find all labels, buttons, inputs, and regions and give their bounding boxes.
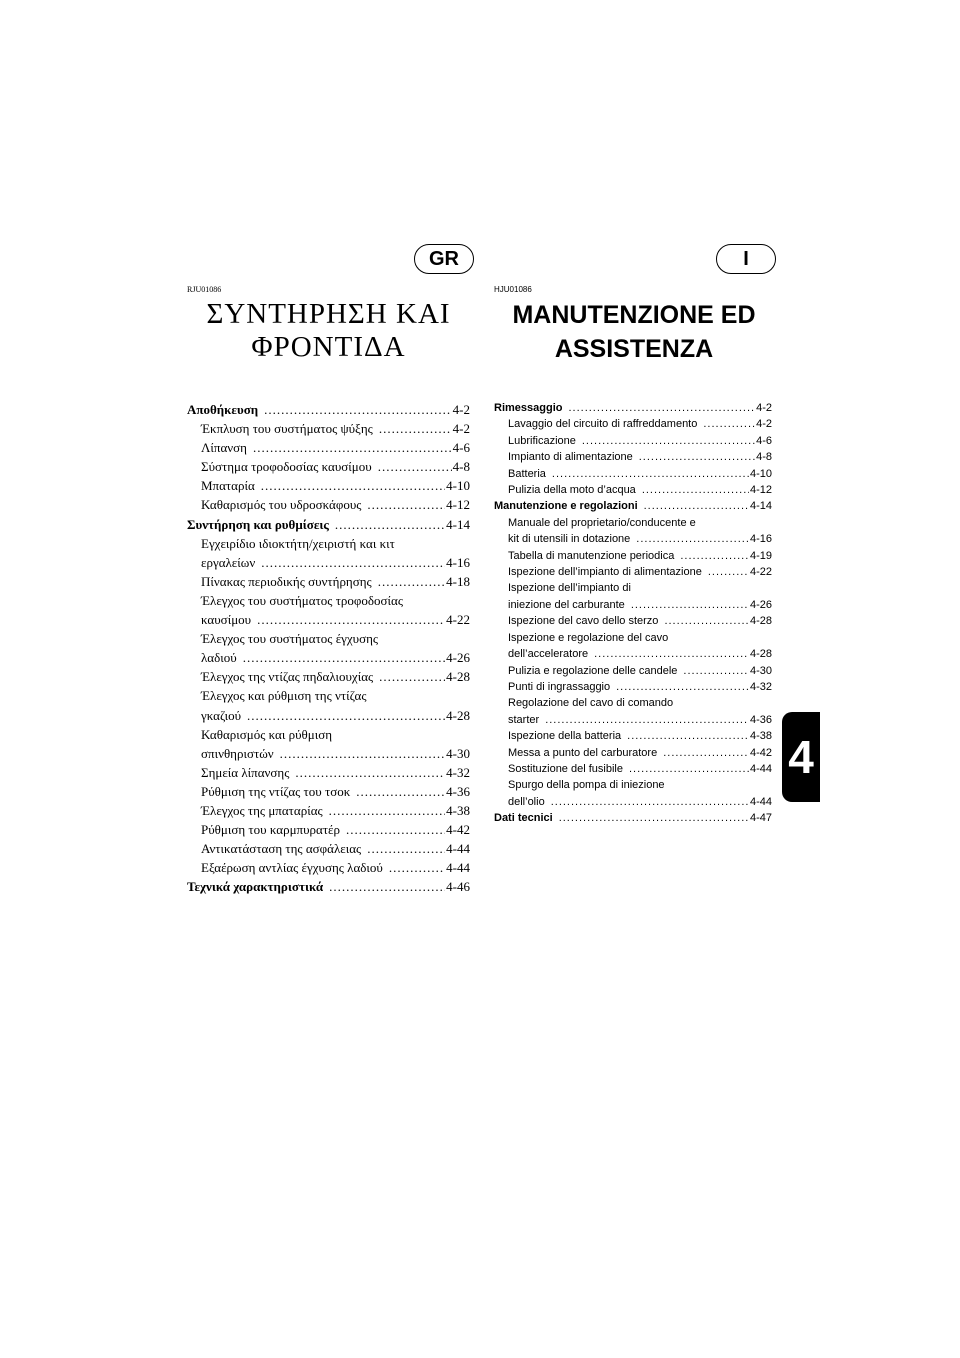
toc-dot-leader <box>642 482 749 498</box>
toc-entry-page: 4-10 <box>446 478 470 494</box>
toc-dot-leader <box>629 761 749 777</box>
toc-entry-label: Καθαρισμός του υδροσκάφους <box>201 497 362 513</box>
toc-entry[interactable] <box>494 433 772 449</box>
toc-entry-label: Εγχειρίδιο ιδιοκτήτη/χειριστή και κιτ <box>201 535 395 551</box>
toc-entry-label: Impianto di alimentazione <box>508 451 633 464</box>
toc-entry-label: Αντικατάσταση της ασφάλειας <box>201 841 362 857</box>
toc-entry-page: 4-32 <box>749 680 772 693</box>
toc-entry-label: Ispezione della batteria <box>508 730 622 743</box>
toc-entry-label: Έλεγχος της ντίζας πηδαλιουχίας <box>201 669 374 685</box>
toc-dot-leader <box>631 597 749 613</box>
toc-entry[interactable] <box>187 438 470 457</box>
toc-dot-leader <box>367 495 445 514</box>
toc-entry-label: Έλεγχος και ρύθμιση της ντίζας <box>201 688 367 704</box>
toc-entry[interactable] <box>494 810 772 826</box>
toc-entry-label: dell’olio <box>508 795 545 808</box>
toc-dot-leader <box>261 553 445 572</box>
toc-dot-leader <box>367 839 445 858</box>
toc-entry-label: Έλεγχος του συστήματος τροφοδοσίας <box>201 592 404 608</box>
toc-entry[interactable] <box>494 416 772 432</box>
toc-entry-page: 4-38 <box>446 802 470 818</box>
toc-entry-page: 4-44 <box>749 795 772 808</box>
toc-entry[interactable] <box>187 419 470 438</box>
toc-entry[interactable] <box>187 553 470 572</box>
chapter-title-gr-line1: ΣΥΝΤΗΡΗΣΗ ΚΑΙ <box>206 298 451 330</box>
toc-entry[interactable] <box>494 580 772 596</box>
toc-entry-page: 4-32 <box>446 764 470 780</box>
toc-entry-page: 4-47 <box>749 812 772 825</box>
toc-entry-page: 4-14 <box>446 516 470 532</box>
toc-dot-leader <box>335 515 445 534</box>
toc-dot-leader <box>568 400 755 416</box>
toc-entry[interactable] <box>187 725 470 744</box>
toc-entry-page: 4-26 <box>749 598 772 611</box>
toc-entry-label: iniezione del carburante <box>508 598 625 611</box>
toc-entry[interactable] <box>187 858 470 877</box>
toc-entry[interactable] <box>494 695 772 711</box>
toc-entry-page: 4-2 <box>756 402 772 414</box>
toc-entry[interactable] <box>187 515 470 534</box>
toc-entry[interactable] <box>187 629 470 648</box>
toc-entry[interactable] <box>187 706 470 725</box>
toc-entry-label: Manuale del proprietario/conducente e <box>508 516 696 529</box>
toc-dot-leader <box>257 610 445 629</box>
toc-entry-label: Έλεγχος του συστήματος έγχυσης <box>201 631 379 647</box>
toc-entry[interactable] <box>494 663 772 679</box>
toc-dot-leader <box>639 449 755 465</box>
toc-entry[interactable] <box>494 548 772 564</box>
toc-entry-page: 4-28 <box>749 648 772 661</box>
toc-entry-label: Πίνακας περιοδικής συντήρησης <box>201 573 372 589</box>
toc-entry-label: Spurgo della pompa di iniezione <box>508 779 665 792</box>
toc-entry-page: 4-2 <box>452 421 470 437</box>
toc-entry-label: Έκπλυση του συστήματος ψύξης <box>201 421 373 437</box>
toc-entry-page: 4-2 <box>756 418 772 431</box>
toc-entry-page: 4-8 <box>452 459 470 475</box>
toc-entry-page: 4-42 <box>749 746 772 759</box>
toc-entry[interactable] <box>187 782 470 801</box>
toc-entry-page: 4-8 <box>756 451 772 464</box>
toc-entry-page: 4-10 <box>749 467 772 480</box>
toc-dot-leader <box>280 744 446 763</box>
toc-dot-leader <box>264 400 452 419</box>
toc-entry[interactable] <box>494 712 772 728</box>
toc-entry-page: 4-12 <box>446 497 470 513</box>
toc-entry[interactable] <box>494 498 772 514</box>
toc-entry-page: 4-30 <box>446 745 470 761</box>
toc-dot-leader <box>329 801 446 820</box>
toc-entry-page: 4-22 <box>446 612 470 628</box>
toc-entry-label: Ispezione del cavo dello sterzo <box>508 615 659 628</box>
table-of-contents-it <box>494 400 772 827</box>
toc-dot-leader <box>379 419 452 438</box>
toc-entry[interactable] <box>187 476 470 495</box>
toc-entry-page: 4-22 <box>749 566 772 579</box>
toc-entry-page: 4-26 <box>446 650 470 666</box>
chapter-title-it <box>494 298 774 366</box>
toc-entry-label: Σημεία λίπανσης <box>201 764 290 780</box>
toc-dot-leader <box>247 706 445 725</box>
toc-entry-page: 4-44 <box>446 860 470 876</box>
toc-entry-label: Lavaggio del circuito di raffreddamento <box>508 418 698 431</box>
toc-entry-label: Batteria <box>508 467 546 480</box>
chapter-title-gr <box>187 298 470 364</box>
toc-entry[interactable] <box>494 466 772 482</box>
toc-entry-label: Manutenzione e regolazioni <box>494 500 638 513</box>
toc-entry-label: Pulizia e regolazione delle candele <box>508 664 678 677</box>
toc-entry[interactable] <box>187 744 470 763</box>
toc-entry-label: Punti di ingrassaggio <box>508 680 611 693</box>
toc-entry[interactable] <box>494 728 772 744</box>
toc-entry[interactable] <box>494 761 772 777</box>
toc-entry-page: 4-28 <box>446 669 470 685</box>
toc-entry[interactable] <box>494 482 772 498</box>
toc-entry[interactable] <box>187 686 470 705</box>
toc-entry-label: Ρύθμιση της ντίζας του τσοκ <box>201 783 351 799</box>
table-of-contents-gr <box>187 400 470 896</box>
toc-entry-label: εργαλείων <box>201 554 256 570</box>
toc-dot-leader <box>703 416 755 432</box>
toc-entry-label: Έλεγχος της μπαταρίας <box>201 802 323 818</box>
toc-dot-leader <box>379 667 445 686</box>
toc-dot-leader <box>389 858 445 877</box>
toc-entry[interactable] <box>187 877 470 896</box>
toc-dot-leader <box>329 877 445 896</box>
toc-dot-leader <box>582 433 755 449</box>
toc-dot-leader <box>253 438 452 457</box>
toc-entry-page: 4-44 <box>446 841 470 857</box>
toc-dot-leader <box>627 728 749 744</box>
toc-entry-label: Τεχνικά χαρακτηριστικά <box>187 879 324 895</box>
toc-entry-page: 4-28 <box>749 615 772 628</box>
toc-entry-label: Dati tecnici <box>494 812 553 825</box>
toc-dot-leader <box>378 457 452 476</box>
toc-dot-leader <box>559 810 749 826</box>
toc-entry-page: 4-19 <box>749 549 772 562</box>
toc-entry-label: Μπαταρία <box>201 478 255 494</box>
toc-entry-label: Regolazione del cavo di comando <box>508 697 674 710</box>
toc-entry[interactable] <box>494 449 772 465</box>
toc-entry-page: 4-16 <box>749 533 772 546</box>
toc-entry-page: 4-16 <box>446 554 470 570</box>
language-badge-gr: GR <box>414 244 474 274</box>
toc-entry[interactable] <box>494 515 772 531</box>
toc-entry-label: Αποθήκευση <box>187 402 259 417</box>
toc-entry-page: 4-42 <box>446 822 470 838</box>
toc-entry-label: Εξαέρωση αντλίας έγχυσης λαδιού <box>201 860 383 876</box>
toc-entry-page: 4-18 <box>446 573 470 589</box>
toc-entry-label: Sostituzione del fusibile <box>508 762 623 775</box>
toc-entry-label: starter <box>508 713 540 726</box>
toc-entry[interactable] <box>494 400 772 416</box>
toc-dot-leader <box>594 646 749 662</box>
toc-dot-leader <box>616 679 749 695</box>
toc-dot-leader <box>295 763 445 782</box>
toc-dot-leader <box>261 476 445 495</box>
toc-entry[interactable] <box>494 630 772 646</box>
toc-entry-label: Tabella di manutenzione periodica <box>508 549 675 562</box>
toc-dot-leader <box>663 745 749 761</box>
toc-entry[interactable] <box>187 495 470 514</box>
toc-entry[interactable] <box>494 679 772 695</box>
toc-entry-page: 4-6 <box>756 434 772 447</box>
chapter-tab: 4 <box>782 712 820 802</box>
toc-dot-leader <box>552 466 749 482</box>
toc-dot-leader <box>346 820 445 839</box>
toc-entry[interactable] <box>494 597 772 613</box>
toc-entry-page: 4-28 <box>446 707 470 723</box>
language-badge-i: I <box>716 244 776 274</box>
toc-entry-label: Συντήρηση και ρυθμίσεις <box>187 516 329 532</box>
toc-dot-leader <box>356 782 445 801</box>
toc-entry-label: Σύστημα τροφοδοσίας καυσίμου <box>201 459 372 475</box>
toc-entry-page: 4-44 <box>749 762 772 775</box>
toc-dot-leader <box>551 794 749 810</box>
toc-entry[interactable] <box>494 564 772 580</box>
toc-entry[interactable] <box>187 591 470 610</box>
toc-entry-page: 4-6 <box>452 440 470 456</box>
toc-entry-label: Ispezione dell’impianto di <box>508 582 631 595</box>
toc-entry[interactable] <box>494 777 772 793</box>
toc-entry-label: καυσίμου <box>201 612 252 628</box>
toc-entry[interactable] <box>494 794 772 810</box>
toc-entry-page: 4-46 <box>446 879 470 895</box>
toc-entry[interactable] <box>187 801 470 820</box>
toc-entry[interactable] <box>187 534 470 553</box>
toc-entry[interactable] <box>187 610 470 629</box>
chapter-title-gr-line2: ΦΡΟΝΤΙΔΑ <box>251 331 406 363</box>
toc-entry-page: 4-36 <box>749 713 772 726</box>
toc-entry-label: Rimessaggio <box>494 402 563 414</box>
toc-entry[interactable] <box>187 648 470 667</box>
section-code-gr: RJU01086 <box>187 285 222 294</box>
chapter-title-it-line2: ASSISTENZA <box>554 335 714 363</box>
toc-entry-label: Ispezione dell’impianto di alimentazione <box>508 566 702 579</box>
toc-entry[interactable] <box>494 745 772 761</box>
toc-entry[interactable] <box>187 839 470 858</box>
toc-dot-leader <box>680 548 749 564</box>
toc-entry-label: Καθαρισμός και ρύθμιση <box>201 726 333 742</box>
toc-dot-leader <box>683 663 749 679</box>
toc-entry[interactable] <box>494 646 772 662</box>
toc-dot-leader <box>644 498 749 514</box>
toc-entry-label: Lubrificazione <box>508 434 576 447</box>
toc-entry-label: dell’acceleratore <box>508 648 589 661</box>
toc-entry[interactable] <box>187 763 470 782</box>
section-code-i: HJU01086 <box>494 285 532 294</box>
toc-entry-label: σπινθηριστών <box>201 745 274 761</box>
toc-entry-page: 4-30 <box>749 664 772 677</box>
toc-entry-label: Ispezione e regolazione del cavo <box>508 631 669 644</box>
toc-entry[interactable] <box>187 572 470 591</box>
toc-dot-leader <box>636 531 749 547</box>
toc-dot-leader <box>664 613 749 629</box>
toc-dot-leader <box>708 564 749 580</box>
toc-entry-label: Λίπανση <box>201 440 247 456</box>
toc-dot-leader <box>243 648 445 667</box>
toc-entry[interactable] <box>187 667 470 686</box>
toc-entry-page: 4-14 <box>749 500 772 513</box>
toc-entry-label: γκαζιού <box>201 707 242 723</box>
toc-entry-page: 4-12 <box>749 484 772 497</box>
toc-dot-leader <box>378 572 445 591</box>
toc-entry-page: 4-38 <box>749 730 772 743</box>
chapter-title-it-line1: MANUTENZIONE ED <box>512 301 756 329</box>
toc-entry-label: Ρύθμιση του καρμπυρατέρ <box>201 822 341 838</box>
toc-entry-label: Pulizia della moto d’acqua <box>508 484 636 497</box>
toc-entry-label: λαδιού <box>201 650 237 666</box>
toc-entry[interactable] <box>187 820 470 839</box>
toc-entry-label: Messa a punto del carburatore <box>508 746 658 759</box>
toc-entry-page: 4-2 <box>452 402 470 417</box>
toc-dot-leader <box>545 712 749 728</box>
toc-entry[interactable] <box>494 613 772 629</box>
toc-entry[interactable] <box>494 531 772 547</box>
toc-entry[interactable] <box>187 400 470 419</box>
toc-entry[interactable] <box>187 457 470 476</box>
toc-entry-page: 4-36 <box>446 783 470 799</box>
toc-entry-label: kit di utensili in dotazione <box>508 533 631 546</box>
